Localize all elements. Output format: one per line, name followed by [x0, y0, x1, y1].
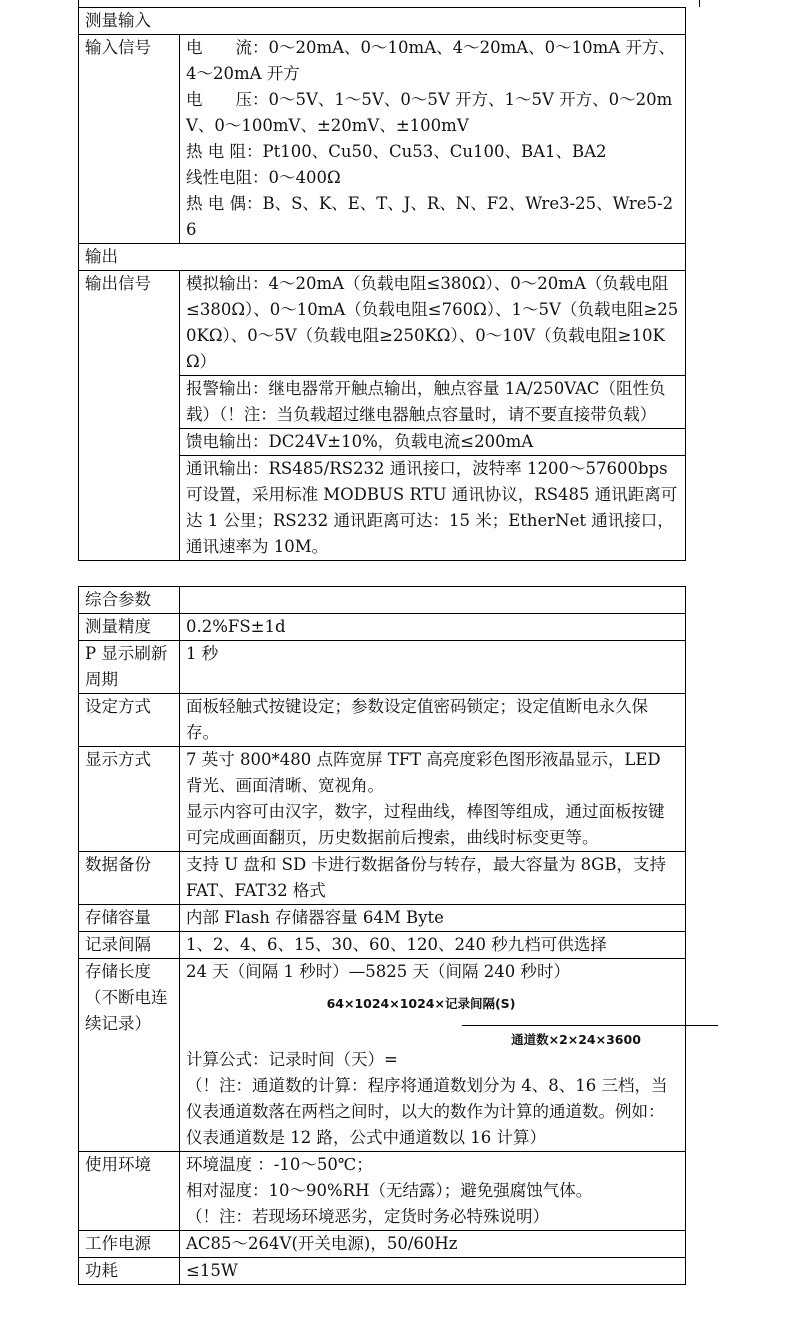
interval-value: 1、2、4、6、15、30、60、120、240 秒九档可供选择: [180, 932, 686, 959]
table-row: [79, 1152, 686, 1231]
env-label: 使用环境: [79, 1152, 180, 1231]
table-row: [79, 1258, 686, 1285]
table-row: [79, 8, 686, 35]
output-alarm: 报警输出：继电器常开触点输出，触点容量 1A/250VAC（阻性负载）（！注：当负载超过继电器触点容量时，请不要直接带负载）: [180, 376, 686, 429]
refresh-label: P 显示刷新周期: [79, 641, 180, 694]
input-thermocouple: 热 电 偶：B、S、K、E、T、J、R、N、F2、Wre3-25、Wre5-26: [186, 194, 674, 239]
table-row: [79, 35, 686, 244]
backup-value: 支持 U 盘和 SD 卡进行数据备份与转存，最大容量为 8GB，支持 FAT、FAT32 格式: [180, 852, 686, 905]
table-row: [79, 244, 686, 271]
top-border: [78, 0, 700, 7]
table-row: [79, 1231, 686, 1258]
table-row: [79, 694, 686, 747]
env-value: [180, 1152, 686, 1231]
env-note: （！注：若现场环境恶劣，定货时务必特殊说明）: [186, 1207, 549, 1226]
output-signal-label: 输出信号: [79, 271, 180, 561]
section-header-measure-input: 测量输入: [79, 8, 686, 35]
storage-range: 24 天（间隔 1 秒时）—5825 天（间隔 240 秒时）: [186, 962, 570, 981]
consumption-value: ≤15W: [180, 1258, 686, 1285]
formula-denominator: 通道数×2×24×3600: [511, 1032, 641, 1047]
input-current: 电 流：0～20mA、0～10mA、4～20mA、0～10mA 开方、4～20mA 开方: [186, 38, 675, 83]
formula-numerator: 64×1024×1024×记录间隔(S): [326, 996, 516, 1011]
formula-fraction: [186, 985, 679, 1047]
display-label: 显示方式: [79, 747, 180, 852]
storage-length-value: [180, 959, 686, 1152]
table-row: [79, 271, 686, 376]
power-label: 工作电源: [79, 1231, 180, 1258]
output-feed: 馈电输出：DC24V±10%，负载电流≤200mA: [180, 429, 686, 456]
env-humidity: 相对湿度：10～90%RH（无结露）；避免强腐蚀气体。: [186, 1181, 593, 1200]
capacity-value: 内部 Flash 存储器容量 64M Byte: [180, 905, 686, 932]
input-linear: 线性电阻：0～400Ω: [186, 168, 341, 187]
display-value-line1: 7 英寸 800*480 点阵宽屏 TFT 高亮度彩色图形液晶显示，LED 背光、画面清晰、宽视角。: [186, 750, 661, 795]
display-value-line2: 显示内容可由汉字，数字，过程曲线，棒图等组成，通过面板按键可完成画面翻页，历史数据前后搜索，曲线时标变更等。: [186, 802, 665, 847]
power-value: AC85～264V(开关电源)，50/60Hz: [180, 1231, 686, 1258]
display-value: [180, 747, 686, 852]
general-spec-table: [78, 586, 686, 1285]
formula-note: （！注：通道数的计算：程序将通道数划分为 4、8、16 三档，当仪表通道数落在两档之间时，以大的数作为计算的通道数。例如：仪表通道数是 12 路，公式中通道数以 16 计算）: [186, 1076, 668, 1147]
input-voltage: 电 压：0～5V、1～5V、0～5V 开方、1～5V 开方、0～20mV、0～100mV、±20mV、±100mV: [186, 90, 673, 135]
refresh-value: 1 秒: [180, 641, 686, 694]
table-row: [79, 641, 686, 694]
consumption-label: 功耗: [79, 1258, 180, 1285]
table-row: [79, 905, 686, 932]
table-row: [79, 959, 686, 1152]
output-comm: 通讯输出：RS485/RS232 通讯接口，波特率 1200～57600bps 可设置，采用标准 MODBUS RTU 通讯协议，RS485 通讯距离可达 1 公里；RS232 通讯距离可达：15 米；EtherNet 通讯接口，通讯速率为 10M。: [180, 456, 686, 561]
input-signal-label: 输入信号: [79, 35, 180, 244]
setting-value: 面板轻触式按键设定；参数设定值密码锁定；设定值断电永久保存。: [180, 694, 686, 747]
output-analog: 模拟输出：4～20mA（负载电阻≤380Ω）、0～20mA（负载电阻≤380Ω）、0～10mA（负载电阻≤760Ω）、1～5V（负载电阻≥250KΩ）、0～5V（负载电阻≥250KΩ）、0～10V（负载电阻≥10KΩ）: [180, 271, 686, 376]
accuracy-label: 测量精度: [79, 614, 180, 641]
table-row: [79, 587, 686, 614]
env-temp: 环境温度 ：-10～50℃；: [186, 1155, 373, 1174]
section-header-output: 输出: [79, 244, 686, 271]
io-spec-table: [78, 7, 686, 561]
formula-text: 计算公式：记录时间（天）=: [186, 1050, 398, 1069]
section-header-general: 综合参数: [79, 587, 180, 614]
interval-label: 记录间隔: [79, 932, 180, 959]
capacity-label: 存储容量: [79, 905, 180, 932]
input-rtd: 热 电 阻：Pt100、Cu50、Cu53、Cu100、BA1、BA2: [186, 142, 607, 161]
section-header-general-empty: [180, 587, 686, 614]
table-row: [79, 852, 686, 905]
setting-label: 设定方式: [79, 694, 180, 747]
backup-label: 数据备份: [79, 852, 180, 905]
table-row: [79, 932, 686, 959]
accuracy-value: 0.2%FS±1d: [180, 614, 686, 641]
table-row: [79, 614, 686, 641]
table-row: [79, 747, 686, 852]
input-signal-value: [180, 35, 686, 244]
storage-length-label: 存储长度（不断电连续记录）: [79, 959, 180, 1152]
